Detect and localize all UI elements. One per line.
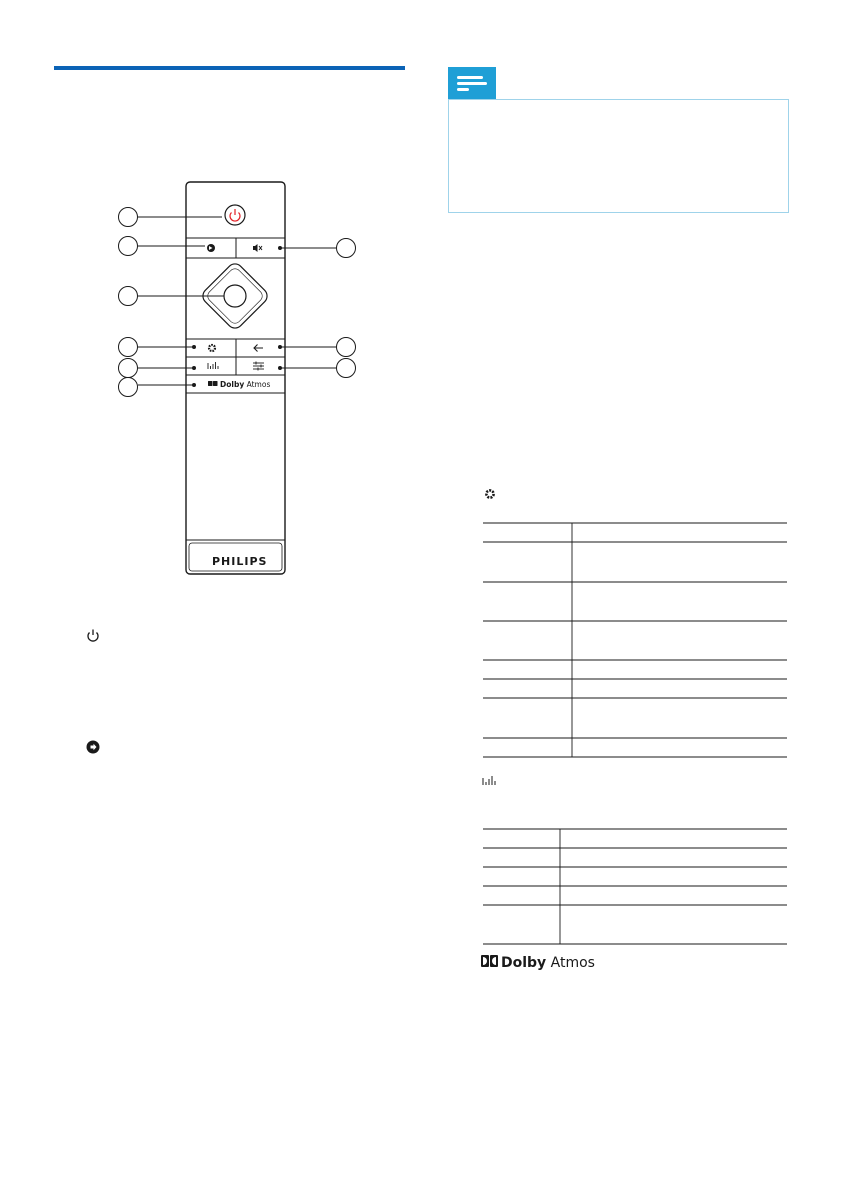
atmos-word: Atmos <box>550 955 595 971</box>
remote-atmos-word: Atmos <box>246 380 271 389</box>
remote-dolby-word: Dolby <box>220 380 245 389</box>
dolby-logo-icon <box>481 955 498 971</box>
dolby-word: Dolby <box>501 955 547 971</box>
dolby-atmos-logo <box>481 955 595 971</box>
eq-icon <box>481 774 497 786</box>
remote-brand-label: PHILIPS <box>212 555 268 568</box>
